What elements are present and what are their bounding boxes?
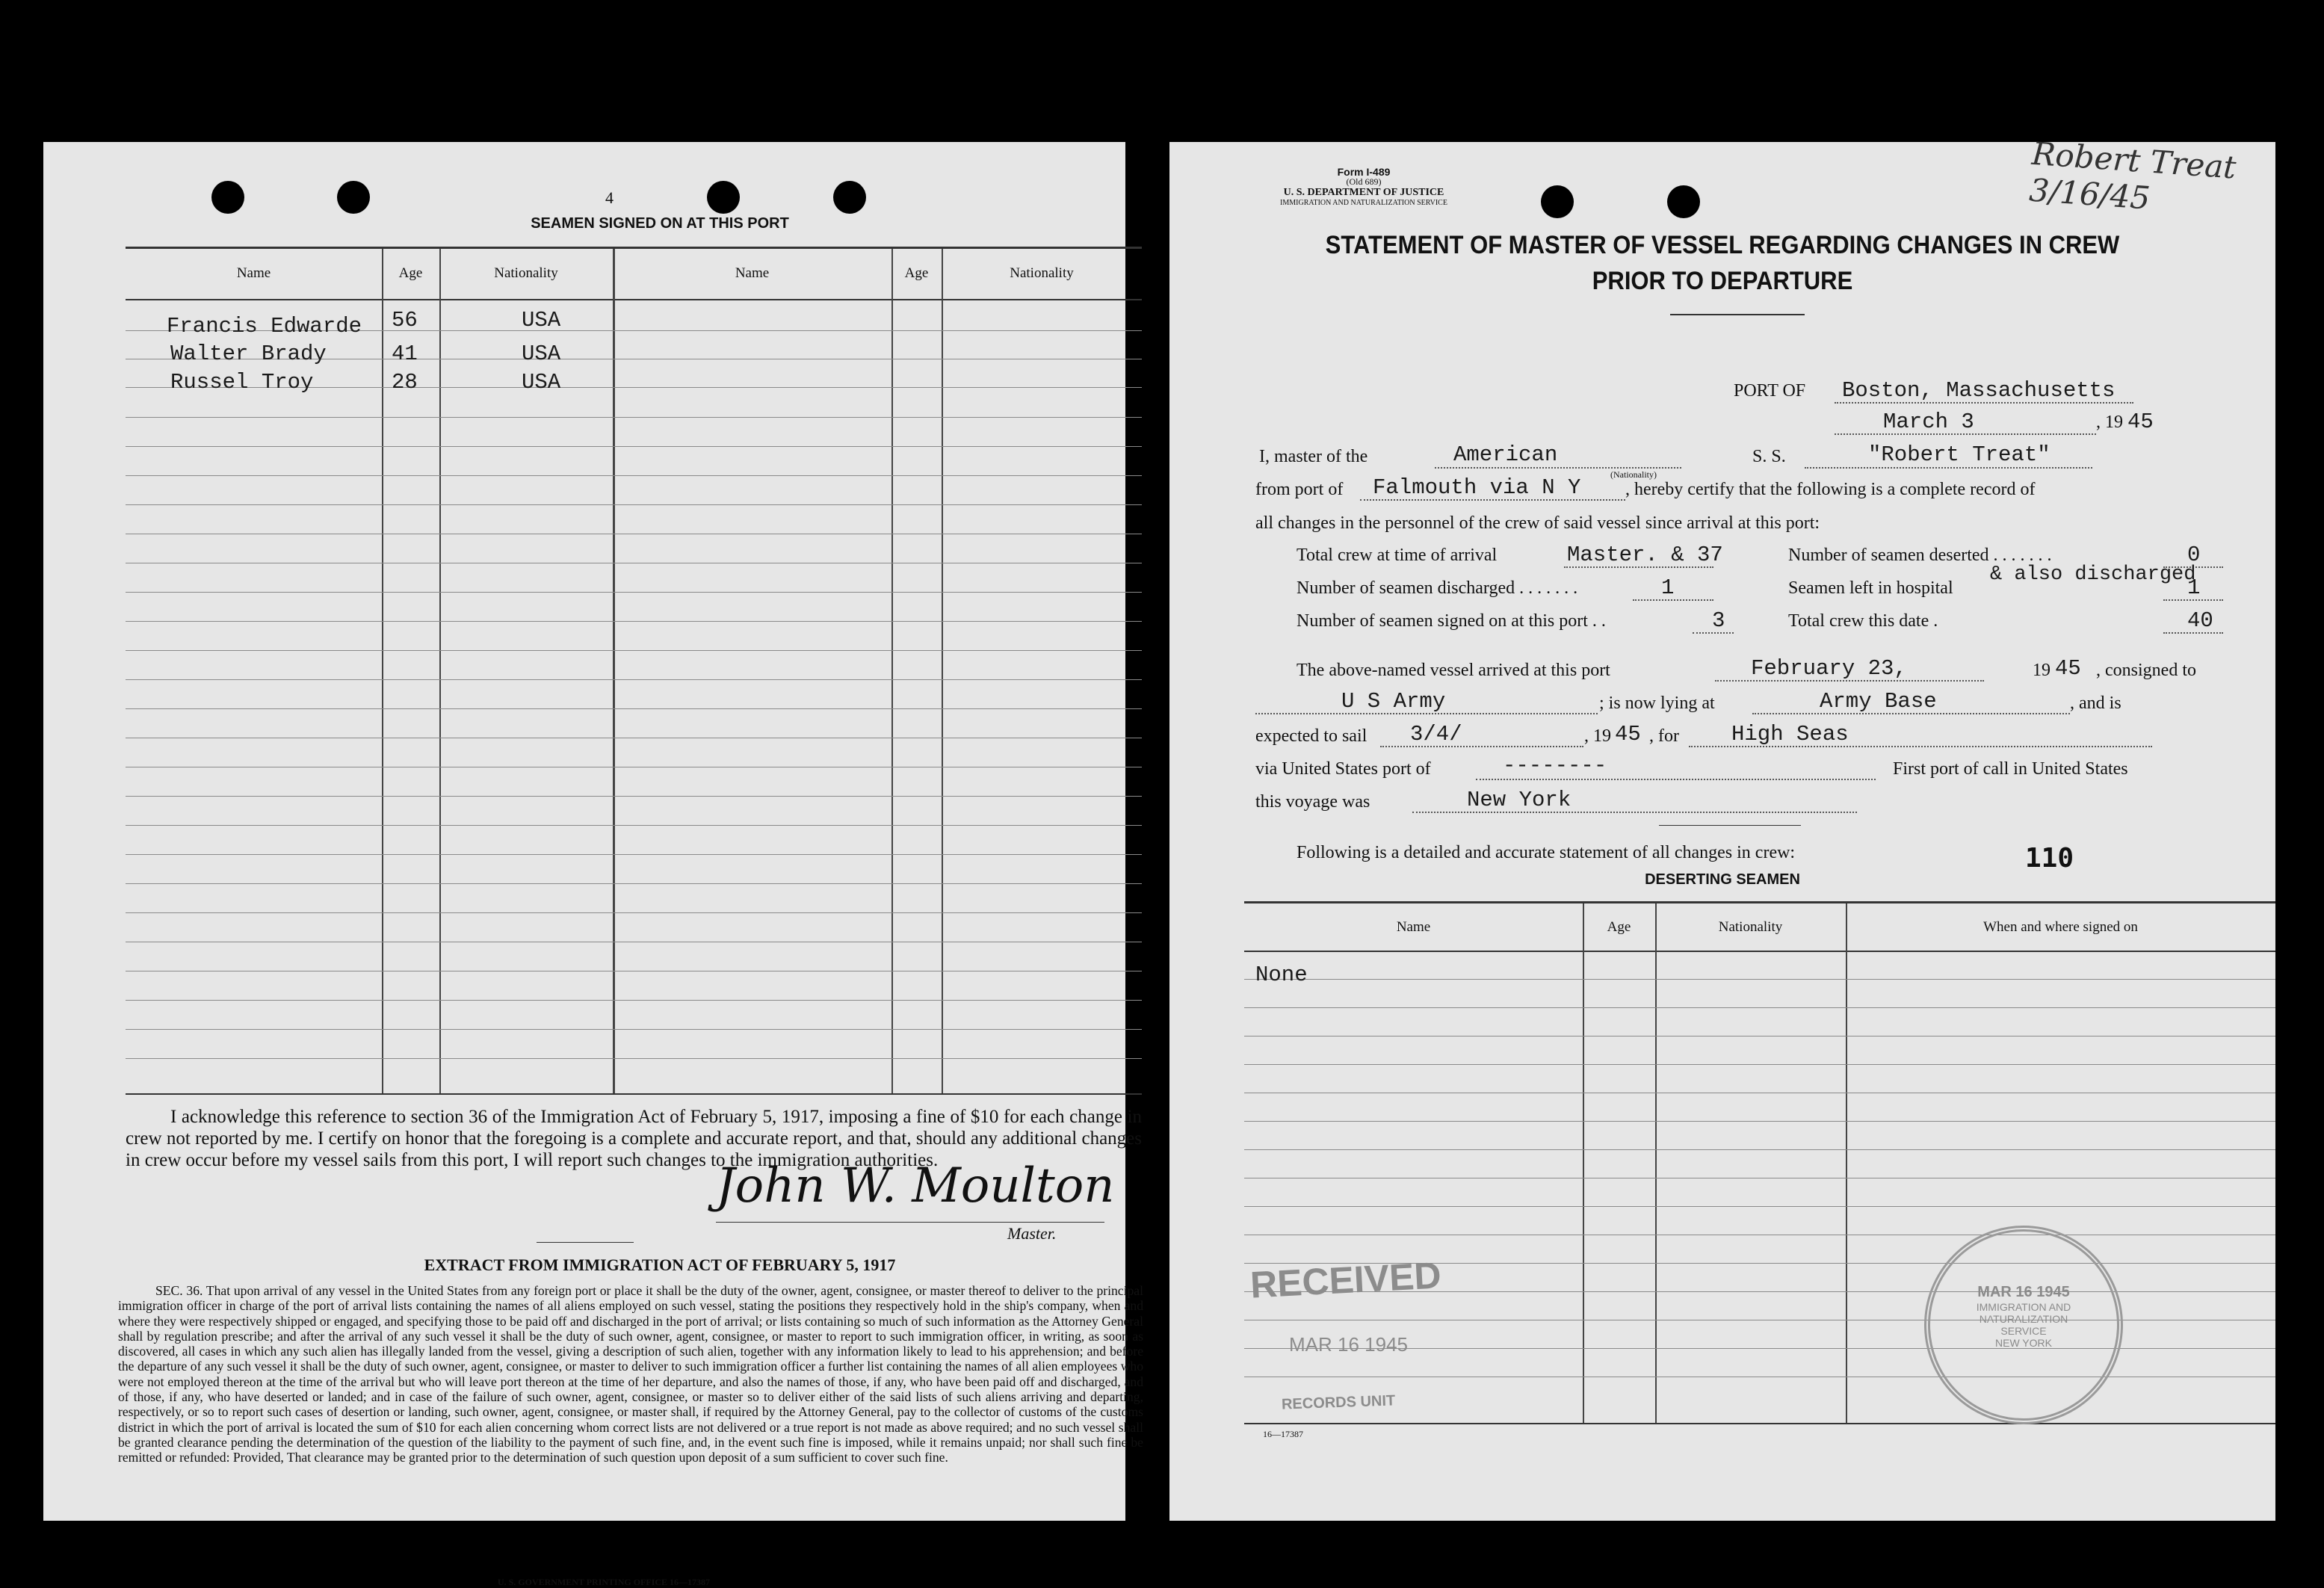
lying-label: ; is now lying at xyxy=(1599,693,1715,713)
form-old-number: (Old 689) xyxy=(1346,176,1382,187)
table-cell-nationality: USA xyxy=(522,342,561,366)
punch-hole xyxy=(833,181,866,214)
for-label: , for xyxy=(1649,726,1679,746)
table-cell-nationality: USA xyxy=(522,308,561,333)
column-divider xyxy=(439,249,441,1093)
sail-date-value: 3/4/ xyxy=(1410,722,1462,747)
following-text: Following is a detailed and accurate statement of all changes in crew: xyxy=(1297,843,1796,862)
form-title-line2: PRIOR TO DEPARTURE xyxy=(1592,266,1853,295)
lying-value: Army Base xyxy=(1820,689,1937,714)
form-number: Form I-489 xyxy=(1337,166,1391,178)
destination-value: High Seas xyxy=(1731,722,1849,747)
port-value: Boston, Massachusetts xyxy=(1842,378,2116,403)
signature-line xyxy=(716,1222,1104,1223)
table-header-rule xyxy=(1244,951,2275,952)
hospital-label: Seamen left in hospital xyxy=(1788,578,1953,598)
round-stamp xyxy=(1924,1226,2123,1424)
from-port-label: from port of xyxy=(1255,480,1344,499)
master-label: I, master of the xyxy=(1259,447,1368,466)
nationality-caption: (Nationality) xyxy=(1610,469,1657,480)
total-date-label: Total crew this date . xyxy=(1788,611,1938,631)
page-number: 4 xyxy=(605,188,614,207)
discharged-value: 1 xyxy=(1661,575,1675,600)
title-underline xyxy=(1670,314,1805,315)
consigned-label: , consigned to xyxy=(2096,661,2196,680)
punch-hole xyxy=(1541,185,1574,218)
department-name: U. S. DEPARTMENT OF JUSTICE xyxy=(1283,187,1444,198)
consignee-value: U S Army xyxy=(1341,689,1446,714)
column-divider xyxy=(382,249,383,1093)
table-cell-age: 28 xyxy=(392,370,418,395)
date-value: March 3 xyxy=(1883,410,1974,434)
col-header-signed-on: When and where signed on xyxy=(1983,919,2138,935)
acknowledgment-text: I acknowledge this reference to section 36 of the Immigration Act of February 5, 1917, imposing a fine of $10 for each change in crew not reported by me. I certify on honor that the foregoing is a complete and accurate report, and that, should any additional changes in crew occur before my vessel sails from this port, I will report such changes to the immigration authorities. xyxy=(126,1107,1142,1170)
col-header-name: Name xyxy=(1396,919,1431,935)
sail-label: expected to sail xyxy=(1255,726,1367,746)
received-stamp-date: MAR 16 1945 xyxy=(1289,1333,1408,1356)
column-divider xyxy=(1655,903,1657,1423)
table-cell-age: 56 xyxy=(392,308,418,333)
left-page xyxy=(43,142,1143,1587)
table-cell-nationality: USA xyxy=(522,370,561,395)
table-bottom-rule xyxy=(1244,1423,2275,1424)
col-header-nationality: Nationality xyxy=(494,265,558,281)
round-stamp-line: SERVICE xyxy=(2000,1325,2047,1337)
right-page xyxy=(1169,135,2275,1521)
signed-on-label: Number of seamen signed on at this port . . xyxy=(1297,611,1606,631)
punch-hole xyxy=(1667,185,1700,218)
arrived-value: February 23, xyxy=(1751,656,1907,681)
col-header-name: Name xyxy=(735,265,770,281)
service-name: IMMIGRATION AND NATURALIZATION SERVICE xyxy=(1280,199,1447,207)
col-header-nationality: Nationality xyxy=(1010,265,1074,281)
received-stamp: RECEIVED xyxy=(1249,1254,1442,1306)
arrived-year-label: 19 xyxy=(2033,661,2051,680)
extract-heading: EXTRACT FROM IMMIGRATION ACT OF FEBRUARY 5, 1917 xyxy=(424,1255,896,1274)
divider-rule xyxy=(1659,825,1801,826)
arrived-year-value: 45 xyxy=(2055,656,2081,681)
round-stamp-line: NEW YORK xyxy=(1995,1337,2052,1349)
round-stamp-line: NATURALIZATION xyxy=(1979,1313,2068,1325)
table-cell-name: Walter Brady xyxy=(170,342,327,366)
column-divider xyxy=(1846,903,1847,1423)
table-header-rule xyxy=(126,299,1142,300)
table-bottom-rule xyxy=(126,1093,1142,1095)
col-header-age: Age xyxy=(1607,919,1631,935)
hospital-note: & also discharged xyxy=(1990,563,2196,586)
port-label: PORT OF xyxy=(1734,381,1806,401)
nationality-value: American xyxy=(1453,442,1558,467)
table-cell-age: 41 xyxy=(392,342,418,366)
deserted-label: Number of seamen deserted . . . . . . . xyxy=(1788,546,2052,565)
round-stamp-line: IMMIGRATION AND xyxy=(1976,1301,2071,1313)
table-cell-name: Francis Edwarde xyxy=(167,314,362,339)
deserted-value: 0 xyxy=(2187,543,2201,567)
total-date-value: 40 xyxy=(2187,608,2213,633)
printer-line: U. S. GOVERNMENT PRINTING OFFICE 16—17387 xyxy=(497,1577,711,1587)
signature-title: Master. xyxy=(1007,1224,1057,1243)
handwritten-annotation: Robert Treat 3/16/45 xyxy=(2027,135,2237,217)
punch-hole xyxy=(211,181,244,214)
form-title: STATEMENT OF MASTER OF VESSEL REGARDING CHANGES IN CREW xyxy=(1325,230,2120,259)
via-value: -------- xyxy=(1503,753,1607,778)
from-port-value: Falmouth via N Y xyxy=(1373,475,1581,500)
certify-text: , hereby certify that the following is a complete record of xyxy=(1625,480,2036,499)
voyage-label: this voyage was xyxy=(1255,792,1370,812)
arrived-label: The above-named vessel arrived at this port xyxy=(1297,661,1610,680)
sail-year-value: 45 xyxy=(1615,722,1641,747)
col-header-age: Age xyxy=(904,265,929,281)
and-is-label: , and is xyxy=(2070,693,2121,713)
all-changes-text: all changes in the personnel of the crew of said vessel since arrival at this port: xyxy=(1255,513,1820,533)
printer-line: 16—17387 xyxy=(1263,1429,1303,1439)
deserting-heading: DESERTING SEAMEN xyxy=(1645,871,1800,888)
voyage-value: New York xyxy=(1467,788,1572,812)
round-stamp-date: MAR 16 1945 xyxy=(1977,1284,2070,1300)
sail-year-label: , 19 xyxy=(1584,726,1611,746)
table-top-rule xyxy=(126,247,1142,249)
punch-hole xyxy=(337,181,370,214)
table-cell-name: Russel Troy xyxy=(170,370,314,395)
first-port-label: First port of call in United States xyxy=(1893,759,2128,779)
total-arrival-label: Total crew at time of arrival xyxy=(1297,546,1498,565)
divider-rule xyxy=(537,1242,634,1243)
column-divider xyxy=(1583,903,1584,1423)
table-top-rule xyxy=(1244,901,2275,903)
ss-label: S. S. xyxy=(1752,447,1786,466)
discharged-label: Number of seamen discharged . . . . . . . xyxy=(1297,578,1578,598)
year-prefix: , 19 xyxy=(2096,413,2123,432)
column-divider xyxy=(891,249,893,1093)
year-value: 45 xyxy=(2127,410,2154,434)
col-header-name: Name xyxy=(236,265,271,281)
signed-on-value: 3 xyxy=(1712,608,1725,633)
column-divider xyxy=(613,249,615,1093)
col-header-age: Age xyxy=(398,265,423,281)
punch-hole xyxy=(707,181,740,214)
col-header-nationality: Nationality xyxy=(1718,919,1783,935)
deserting-row-name: None xyxy=(1255,963,1308,987)
total-arrival-value: Master. & 37 xyxy=(1567,543,1723,567)
extract-body: SEC. 36. That upon arrival of any vessel in the United States from any foreign port or place it shall be the duty of the owner, agent, consignee, or master thereof to deliver to the principal immigration officer in charge of the port of arrival lists containing the names of all aliens employed on such vessel, stating the positions they respectively hold in the ship's company, when and where they were respectively shipped or engaged, and specifying those to be paid off and discharged in the port of arrival; or lists containing so much of such information as the Attorney General shall by regulation prescribe; and after the arrival of any such vessel it shall be the duty of such owner, agent, consignee, or master to report to such immigration officer, in writing, as soon as discovered, all cases in which any such alien has illegally landed from the vessel, giving a description of such alien, together with any information likely to lead to his apprehension; and before the departure of any such vessel it shall be the duty of such owner, agent, consignee, or master to deliver to such immigration officer a further list containing the names of all alien employees who were not employed thereon at the time of the arrival but who will leave port thereon at the time of her departure, and also the names of those, if any, who have been paid off and discharged, and of those, if any, who have deserted or landed; and in case of the failure of such owner, agent, consignee, or master so to deliver either of the said lists of such aliens arriving and departing, respectively, or so to report such cases of desertion or landing, such owner, agent, consignee, or master shall, if required by the Attorney General, pay to the collector of customs of the customs district in which the port of arrival is located the sum of $10 for each alien concerning whom correct lists are not delivered or a true report is not made as above required; and no such vessel shall be granted clearance pending the determination of the question of the liability to the payment of such fine, and, in the event such fine is imposed, while it remains unpaid; nor shall such fine be remitted or refunded: Provided, That clearance may be granted prior to the determination of such question upon deposit of a sum sufficient to cover such fine. xyxy=(118,1283,1143,1465)
seamen-signed-heading: SEAMEN SIGNED ON AT THIS PORT xyxy=(531,215,789,232)
via-label: via United States port of xyxy=(1255,759,1431,779)
master-signature: John W. Moulton xyxy=(716,1158,1115,1214)
page-mark: 110 xyxy=(2025,843,2074,874)
column-divider xyxy=(942,249,943,1093)
records-unit-stamp: RECORDS UNIT xyxy=(1281,1392,1396,1413)
ship-name: "Robert Treat" xyxy=(1868,442,2051,467)
hospital-value: 1 xyxy=(2187,575,2201,600)
